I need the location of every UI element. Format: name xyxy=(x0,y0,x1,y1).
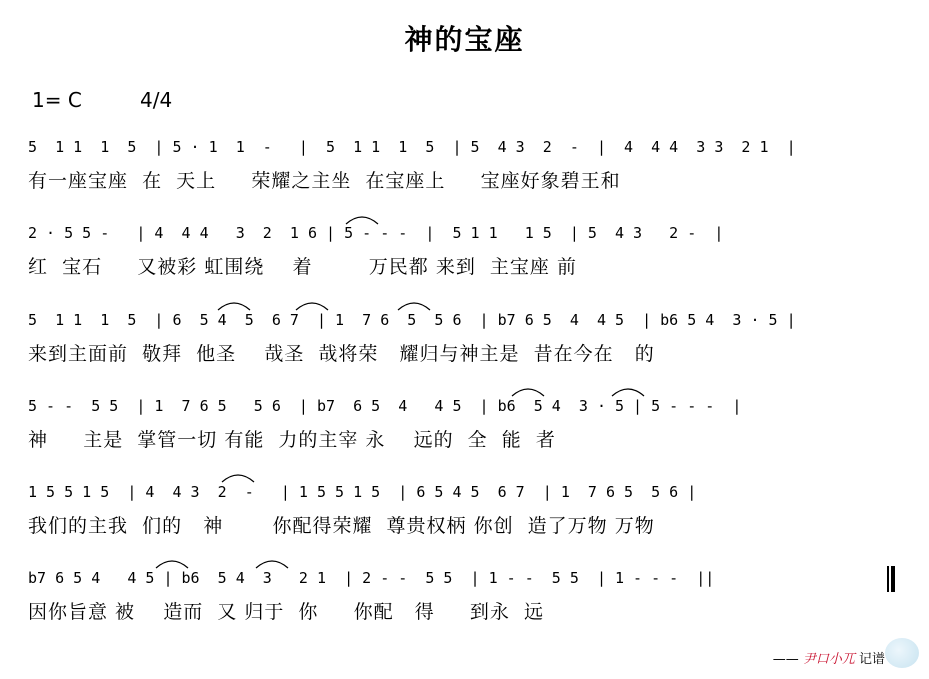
lyrics-line-1: 有一座宝座 在 天上 荣耀之主坐 在宝座上 宝座好象碧王和 xyxy=(28,170,621,192)
notes-line-2: 2 · 5 5 - | 4 4 4 3 2 1 6 | 5 - - - | 5 1 1 1 5 | 5 4 3 2 - | xyxy=(28,224,724,242)
watermark-logo-icon xyxy=(885,638,919,668)
lyrics-line-5: 我们的主我 们的 神 你配得荣耀 尊贵权柄 你创 造了万物 万物 xyxy=(28,515,655,537)
credit-dash: —— xyxy=(772,652,799,667)
notes-line-3: 5 1 1 1 5 | 6 5 4 5 6 7 | 1 7 6 5 5 6 | b7 6 5 4 4 5 | b6 5 4 3 · 5 | xyxy=(28,311,796,329)
notes-line-1: 5 1 1 1 5 | 5 · 1 1 - | 5 1 1 1 5 | 5 4 3 2 - | 4 4 4 3 3 2 1 | xyxy=(28,138,796,156)
time-signature: 4/4 xyxy=(140,88,173,112)
notes-line-5: 1 5 5 1 5 | 4 4 3 2 - | 1 5 5 1 5 | 6 5 4 5 6 7 | 1 7 6 5 5 6 | xyxy=(28,483,697,501)
key-signature: 1= C xyxy=(32,88,82,112)
lyrics-line-3: 来到主面前 敬拜 他圣 哉圣 哉将荣 耀归与神主是 昔在今在 的 xyxy=(28,343,655,365)
lyrics-line-2: 红 宝石 又被彩 虹围绕 着 万民都 来到 主宝座 前 xyxy=(28,256,577,278)
lyrics-line-6: 因你旨意 被 造而 又 归于 你 你配 得 到永 远 xyxy=(28,601,544,623)
notes-line-6: b7 6 5 4 4 5 | b6 5 4 3 2 1 | 2 - - 5 5 | 1 - - 5 5 | 1 - - - || xyxy=(28,569,715,587)
credit-name: 尹口小兀 xyxy=(802,652,855,667)
song-title: 神的宝座 xyxy=(404,23,525,56)
transcriber-credit xyxy=(773,648,885,667)
notes-line-4: 5 - - 5 5 | 1 7 6 5 5 6 | b7 6 5 4 4 5 | b6 5 4 3 · 5 | 5 - - - | xyxy=(28,397,742,415)
credit-label: 记谱 xyxy=(858,652,885,667)
lyrics-line-4: 神 主是 掌管一切 有能 力的主宰 永 远的 全 能 者 xyxy=(28,429,556,451)
